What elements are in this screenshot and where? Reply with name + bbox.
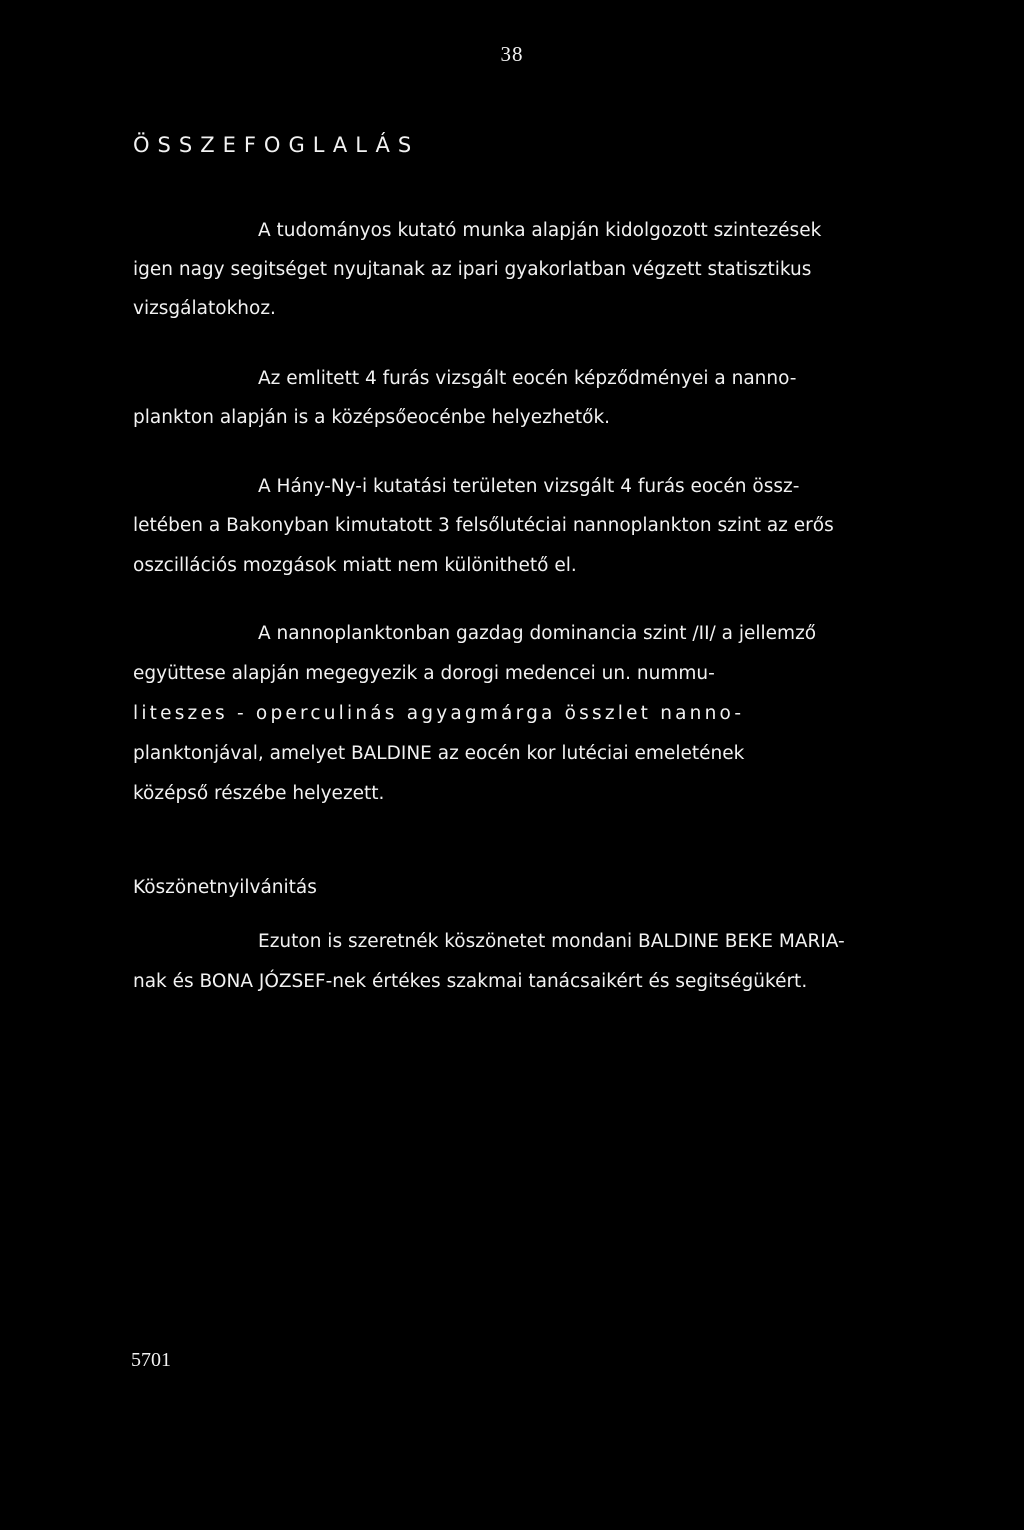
acknowledgement-title: Köszönetnyilvánitás bbox=[133, 877, 317, 898]
paragraph-4-line-5: középső részébe helyezett. bbox=[133, 783, 385, 804]
paragraph-4-line-2: együttese alapján megegyezik a dorogi medencei un. nummu- bbox=[133, 663, 715, 684]
paragraph-1-line-1: A tudományos kutató munka alapján kidolgozott szintezések bbox=[258, 220, 822, 241]
paragraph-4-line-1: A nannoplanktonban gazdag dominancia szint /II/ a jellemző bbox=[258, 623, 817, 644]
acknowledgement-line-1: Ezuton is szeretnék köszönetet mondani BALDINE BEKE MARIA- bbox=[258, 931, 845, 952]
section-heading: ÖSSZEFOGLALÁS bbox=[133, 133, 420, 157]
page-number: 38 bbox=[500, 42, 524, 66]
paragraph-1-line-2: igen nagy segitséget nyujtanak az ipari gyakorlatban végzett statisztikus bbox=[133, 259, 812, 280]
paragraph-3-line-1: A Hány-Ny-i kutatási területen vizsgált 4 furás eocén össz- bbox=[258, 476, 800, 497]
paragraph-4-line-3: liteszes - operculinás agyagmárga összlet nanno- bbox=[133, 703, 745, 724]
paragraph-3-line-3: oszcillációs mozgások miatt nem különithető el. bbox=[133, 555, 577, 576]
paragraph-2-line-2: plankton alapján is a középsőeocénbe helyezhetők. bbox=[133, 407, 611, 428]
acknowledgement-line-2: nak és BONA JÓZSEF-nek értékes szakmai tanácsaikért és segitségükért. bbox=[133, 971, 808, 992]
footer-code: 5701 bbox=[131, 1349, 171, 1371]
paragraph-3-line-2: letében a Bakonyban kimutatott 3 felsőlutéciai nannoplankton szint az erős bbox=[133, 515, 834, 536]
paragraph-2-line-1: Az emlitett 4 furás vizsgált eocén képződményei a nanno- bbox=[258, 368, 797, 389]
paragraph-1-line-3: vizsgálatokhoz. bbox=[133, 298, 276, 319]
paragraph-4-line-4: planktonjával, amelyet BALDINE az eocén kor lutéciai emeletének bbox=[133, 743, 745, 764]
